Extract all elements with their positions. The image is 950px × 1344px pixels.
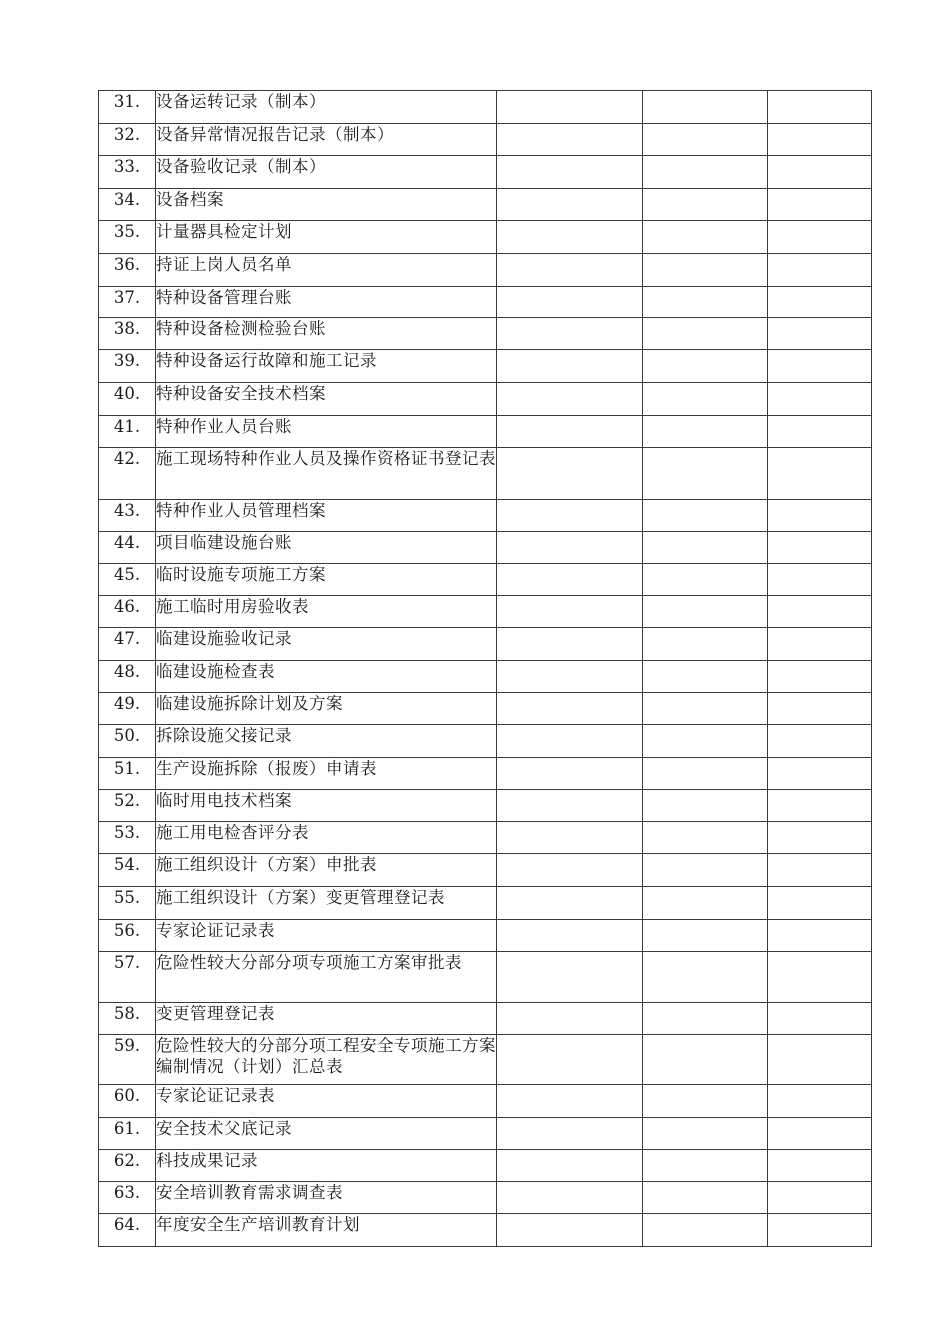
record-name: 设备运转记录（制本） [156,92,326,111]
blank-cell [768,952,872,1003]
blank-cell [497,790,643,822]
table-row [99,318,872,350]
blank-cell [768,287,872,318]
blank-cell [768,124,872,156]
blank-cell [497,448,643,500]
blank-cell [768,1035,872,1085]
record-name: 变更管理登记表 [156,1004,275,1023]
table-row [99,790,872,822]
record-name-cell [156,350,497,383]
records-table [98,90,872,1247]
blank-cell [768,500,872,532]
blank-cell [768,920,872,952]
row-number: 59. [99,1035,156,1085]
record-name-cell [156,1085,497,1118]
blank-cell [497,416,643,448]
record-name: 危险性较大分部分项专项施工方案审批表 [156,953,462,972]
record-name: 特种设备检测检验台账 [156,319,326,338]
record-name-cell [156,91,497,124]
blank-cell [768,725,872,758]
blank-cell [643,254,768,287]
blank-cell [768,822,872,854]
record-name-cell [156,564,497,596]
blank-cell [643,1182,768,1214]
blank-cell [768,854,872,887]
blank-cell [768,532,872,564]
blank-cell [497,758,643,790]
blank-cell [643,91,768,124]
blank-cell [768,1003,872,1035]
blank-cell [643,693,768,725]
blank-cell [497,221,643,254]
table-row [99,920,872,952]
blank-cell [643,596,768,628]
row-number: 58. [99,1003,156,1035]
table-row [99,1035,872,1085]
record-name-cell [156,1150,497,1182]
blank-cell [643,952,768,1003]
record-name-cell [156,1214,497,1247]
record-name: 年度安全生产培训教育计划 [156,1215,360,1234]
table-row [99,1085,872,1118]
record-name-cell [156,500,497,532]
table-row [99,822,872,854]
record-name: 安全培训教育需求调查表 [156,1183,343,1202]
blank-cell [497,156,643,189]
blank-cell [768,1118,872,1150]
blank-cell [643,1035,768,1085]
row-number: 60. [99,1085,156,1118]
record-name: 临时设施专项施工方案 [156,565,326,584]
table-row [99,383,872,416]
blank-cell [643,448,768,500]
blank-cell [768,383,872,416]
record-name: 特种设备安全技术档案 [156,384,326,403]
record-name: 特种作业人员管理档案 [156,501,326,520]
row-number: 36. [99,254,156,287]
blank-cell [643,318,768,350]
row-number: 50. [99,725,156,758]
record-name: 持证上岗人员名单 [156,255,292,274]
blank-cell [768,564,872,596]
row-number: 39. [99,350,156,383]
record-name: 设备异常情况报告记录（制本） [156,125,394,144]
row-number: 53. [99,822,156,854]
table-row [99,564,872,596]
blank-cell [768,189,872,221]
blank-cell [643,416,768,448]
record-name: 设备档案 [156,190,224,209]
row-number: 34. [99,189,156,221]
record-name-cell [156,790,497,822]
record-name-cell [156,1182,497,1214]
blank-cell [768,661,872,693]
blank-cell [643,628,768,661]
blank-cell [768,758,872,790]
record-name-cell [156,822,497,854]
table-row [99,1150,872,1182]
record-name: 临建设施拆除计划及方案 [156,694,343,713]
blank-cell [768,448,872,500]
blank-cell [643,920,768,952]
record-name: 危险性较大的分部分项工程安全专项施工方案编制情况（计划）汇总表 [156,1036,496,1076]
table-row [99,500,872,532]
row-number: 38. [99,318,156,350]
blank-cell [497,1182,643,1214]
blank-cell [768,350,872,383]
blank-cell [768,693,872,725]
record-name-cell [156,1003,497,1035]
blank-cell [768,1214,872,1247]
blank-cell [497,1035,643,1085]
table-row [99,725,872,758]
blank-cell [768,628,872,661]
record-name-cell [156,596,497,628]
blank-cell [497,189,643,221]
blank-cell [643,661,768,693]
blank-cell [643,532,768,564]
record-name: 施工用电检杳评分表 [156,823,309,842]
table-row [99,596,872,628]
table-row [99,693,872,725]
table-row [99,1182,872,1214]
record-name: 计量器具检定计划 [156,222,292,241]
row-number: 44. [99,532,156,564]
table-row [99,124,872,156]
record-name: 特种设备管理台账 [156,288,292,307]
row-number: 42. [99,448,156,500]
row-number: 47. [99,628,156,661]
record-name-cell [156,124,497,156]
record-name-cell [156,661,497,693]
table-row [99,156,872,189]
blank-cell [643,1118,768,1150]
record-name-cell [156,1118,497,1150]
blank-cell [497,952,643,1003]
blank-cell [497,628,643,661]
row-number: 37. [99,287,156,318]
blank-cell [643,1085,768,1118]
table-row [99,628,872,661]
table-row [99,254,872,287]
blank-cell [768,1150,872,1182]
record-name-cell [156,532,497,564]
blank-cell [497,1214,643,1247]
record-name: 临建设施检查表 [156,662,275,681]
record-name-cell [156,887,497,920]
record-name: 特种设备运行故障和施工记录 [156,351,377,370]
blank-cell [768,318,872,350]
blank-cell [497,383,643,416]
record-name: 施工组织设计（方案）申批表 [156,855,377,874]
record-name-cell [156,448,497,500]
record-name-cell [156,416,497,448]
row-number: 33. [99,156,156,189]
row-number: 40. [99,383,156,416]
blank-cell [497,91,643,124]
blank-cell [497,725,643,758]
record-name-cell [156,318,497,350]
record-name: 专家论证记录表 [156,1086,275,1105]
blank-cell [497,661,643,693]
row-number: 63. [99,1182,156,1214]
record-name: 生产设施拆除（报废）申请表 [156,759,377,778]
row-number: 31. [99,91,156,124]
record-name-cell [156,221,497,254]
record-name-cell [156,287,497,318]
blank-cell [643,500,768,532]
blank-cell [497,693,643,725]
blank-cell [497,887,643,920]
record-name-cell [156,156,497,189]
blank-cell [497,350,643,383]
blank-cell [643,887,768,920]
table-row [99,661,872,693]
blank-cell [643,854,768,887]
blank-cell [497,854,643,887]
record-name: 特种作业人员台账 [156,417,292,436]
blank-cell [497,532,643,564]
row-number: 61. [99,1118,156,1150]
record-name-cell [156,952,497,1003]
blank-cell [497,1085,643,1118]
blank-cell [497,1003,643,1035]
row-number: 52. [99,790,156,822]
record-name-cell [156,758,497,790]
table-row [99,448,872,500]
blank-cell [768,1182,872,1214]
table-row [99,1003,872,1035]
row-number: 54. [99,854,156,887]
row-number: 43. [99,500,156,532]
record-name: 拆除设施父接记录 [156,726,292,745]
record-name: 安全技术父底记录 [156,1119,292,1138]
blank-cell [643,124,768,156]
record-name-cell [156,628,497,661]
record-name: 施工现场特种作业人员及操作资格证书登记表 [156,449,496,468]
table-row [99,189,872,221]
row-number: 64. [99,1214,156,1247]
blank-cell [643,1150,768,1182]
blank-cell [643,350,768,383]
row-number: 57. [99,952,156,1003]
blank-cell [643,1214,768,1247]
record-name: 项目临建设施台账 [156,533,292,552]
table-row [99,532,872,564]
row-number: 56. [99,920,156,952]
record-name: 专家论证记录表 [156,921,275,940]
blank-cell [643,725,768,758]
row-number: 62. [99,1150,156,1182]
blank-cell [643,221,768,254]
blank-cell [643,822,768,854]
blank-cell [497,822,643,854]
blank-cell [643,758,768,790]
blank-cell [643,287,768,318]
table-row [99,416,872,448]
row-number: 35. [99,221,156,254]
blank-cell [643,790,768,822]
row-number: 48. [99,661,156,693]
row-number: 55. [99,887,156,920]
blank-cell [497,500,643,532]
blank-cell [497,564,643,596]
blank-cell [497,920,643,952]
records-table-body [99,91,872,1247]
record-name: 设备验收记录（制本） [156,157,326,176]
blank-cell [497,1150,643,1182]
table-row [99,91,872,124]
blank-cell [497,254,643,287]
blank-cell [768,1085,872,1118]
blank-cell [497,318,643,350]
record-name-cell [156,725,497,758]
record-name-cell [156,693,497,725]
row-number: 49. [99,693,156,725]
table-row [99,758,872,790]
table-row [99,1214,872,1247]
blank-cell [497,124,643,156]
table-row [99,350,872,383]
row-number: 41. [99,416,156,448]
record-name-cell [156,920,497,952]
blank-cell [497,1118,643,1150]
table-row [99,854,872,887]
row-number: 45. [99,564,156,596]
record-name: 科技成果记录 [156,1151,258,1170]
record-name-cell [156,189,497,221]
blank-cell [643,564,768,596]
record-name-cell [156,254,497,287]
table-row [99,287,872,318]
blank-cell [768,887,872,920]
blank-cell [768,221,872,254]
record-name: 临建设施验收记录 [156,629,292,648]
record-name-cell [156,1035,497,1085]
blank-cell [768,790,872,822]
blank-cell [497,596,643,628]
row-number: 46. [99,596,156,628]
blank-cell [643,1003,768,1035]
blank-cell [768,596,872,628]
record-name-cell [156,383,497,416]
table-row [99,221,872,254]
table-row [99,952,872,1003]
record-name: 临时用电技术档案 [156,791,292,810]
blank-cell [768,416,872,448]
row-number: 51. [99,758,156,790]
row-number: 32. [99,124,156,156]
blank-cell [768,156,872,189]
table-row [99,887,872,920]
record-name: 施工临时用房验收表 [156,597,309,616]
blank-cell [768,254,872,287]
blank-cell [643,189,768,221]
blank-cell [643,156,768,189]
blank-cell [497,287,643,318]
table-row [99,1118,872,1150]
blank-cell [643,383,768,416]
record-name: 施工组织设计（方案）变更管理登记表 [156,888,445,907]
blank-cell [768,91,872,124]
record-name-cell [156,854,497,887]
